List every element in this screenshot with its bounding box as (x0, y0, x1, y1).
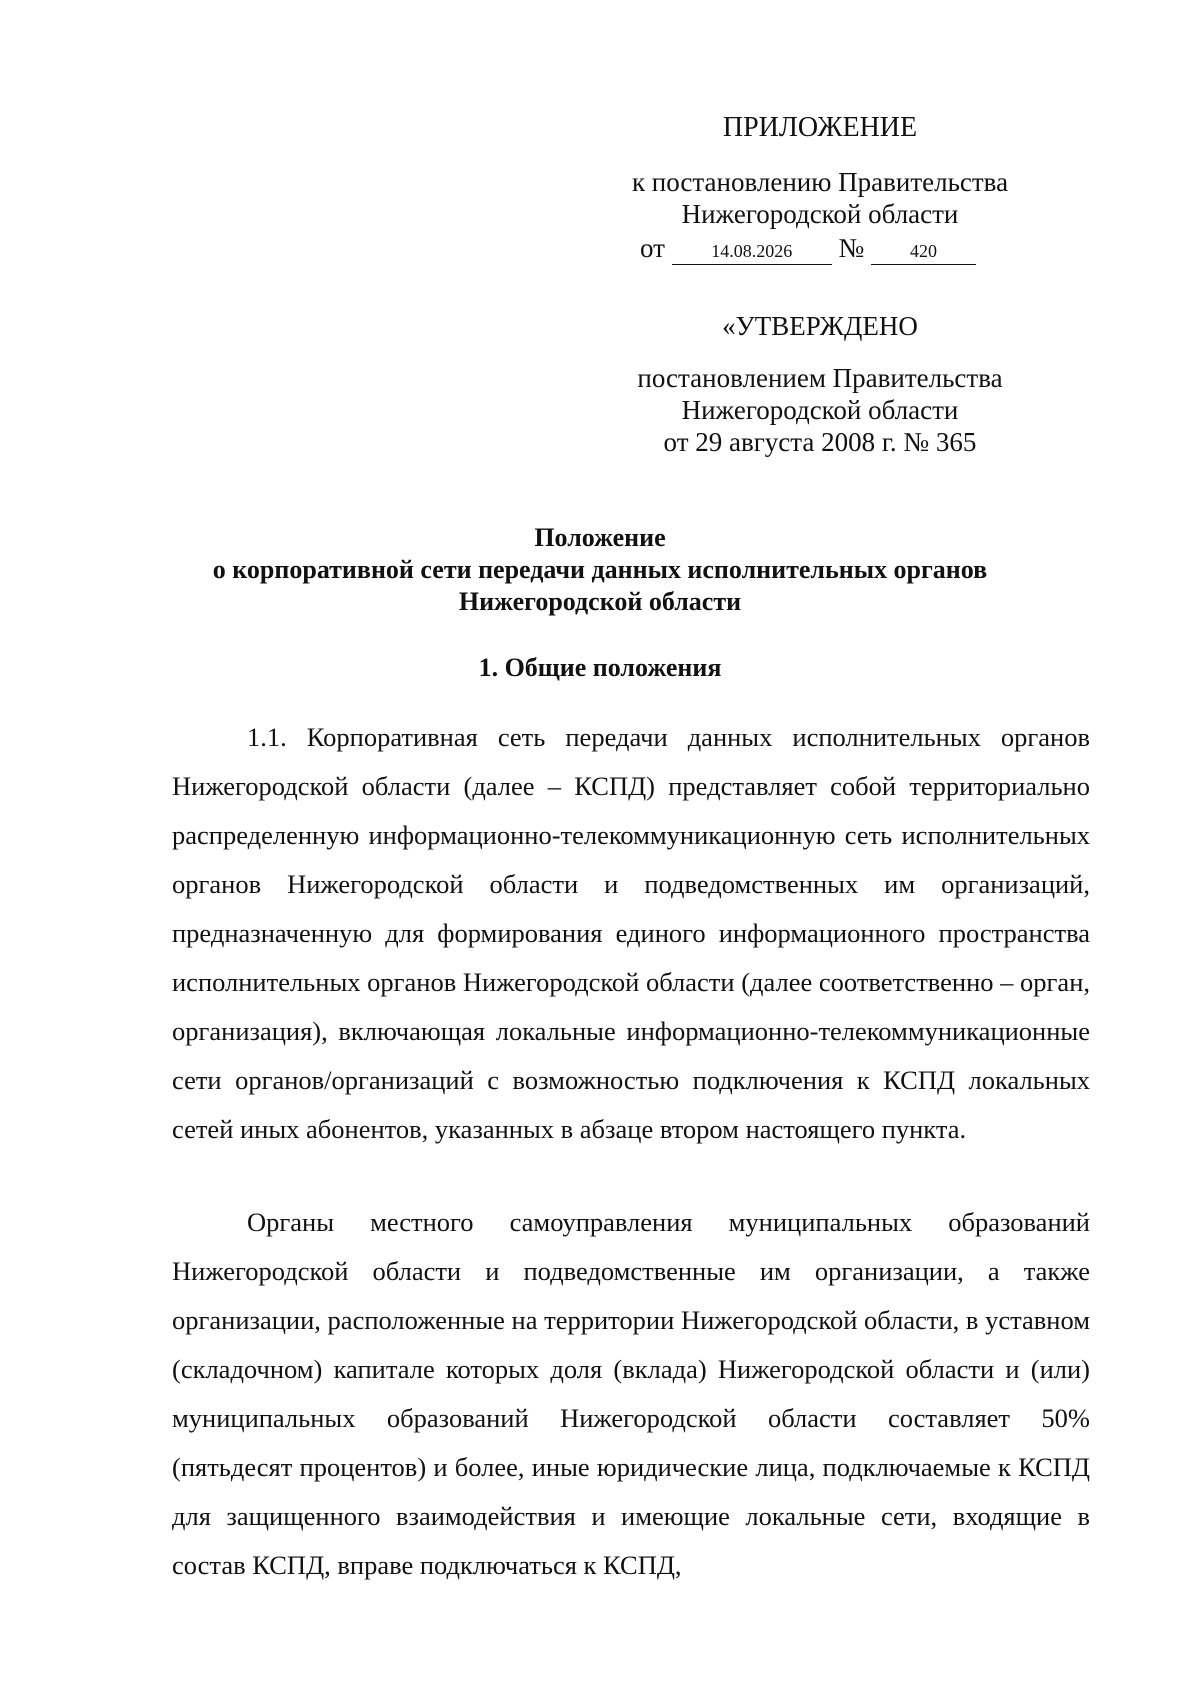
paragraph-1: 1.1. Корпоративная сеть передачи данных исполнительных органов Нижегородской области (далее – КСПД) представляет собой территориально распределенную информационно-телекоммуникационную сеть исполнительных органов Нижегородской области и подведомственных им организаций, предназначенную для формирования единого информационного пространства исполнительных органов Нижегородской области (далее соответственно – орган, организация), включающая локальные информационно-телекоммуникационные сети органов/организаций с возможностью подключения к КСПД локальных сетей иных абонентов, указанных в абзаце втором настоящего пункта. (172, 722, 1090, 1144)
approved-title: «УТВЕРЖДЕНО (722, 311, 918, 341)
resolution-number: 420 (871, 238, 976, 265)
document-title-line-1: Положение (534, 523, 666, 552)
appendix-line-2: Нижегородской области (681, 199, 959, 229)
section-heading: 1. Общие положения (478, 653, 722, 682)
document-title (150, 522, 1050, 618)
resolution-date: 14.08.2026 (672, 238, 832, 265)
date-prefix: от (640, 233, 665, 263)
number-sign: № (838, 233, 865, 263)
appendix-line-1: к постановлению Правительства (631, 167, 1009, 197)
document-title-line-3: Нижегородской области (458, 587, 742, 616)
resolution-date-line (640, 232, 976, 265)
approved-reference (600, 362, 1040, 458)
approved-line-3: от 29 августа 2008 г. № 365 (663, 427, 977, 457)
approved-line-1: постановлением Правительства (637, 363, 1003, 393)
paragraph-2: Органы местного самоуправления муниципальных образований Нижегородской области и подведомственные им организации, а также организации, расположенные на территории Нижегородской области, в уставном (складочном) капитале которых доля (вклада) Нижегородской области и (или) муниципальных образований Нижегородской области составляет 50% (пятьдесят процентов) и более, иные юридические лица, подключаемые к КСПД для защищенного взаимодействия и имеющие локальные сети, входящие в состав КСПД, вправе подключаться к КСПД, (172, 1207, 1090, 1580)
appendix-title: ПРИЛОЖЕНИЕ (722, 112, 918, 143)
document-title-line-2: о корпоративной сети передачи данных исполнительных органов (212, 555, 988, 584)
approved-line-2: Нижегородской области (681, 395, 959, 425)
appendix-reference (600, 166, 1040, 230)
